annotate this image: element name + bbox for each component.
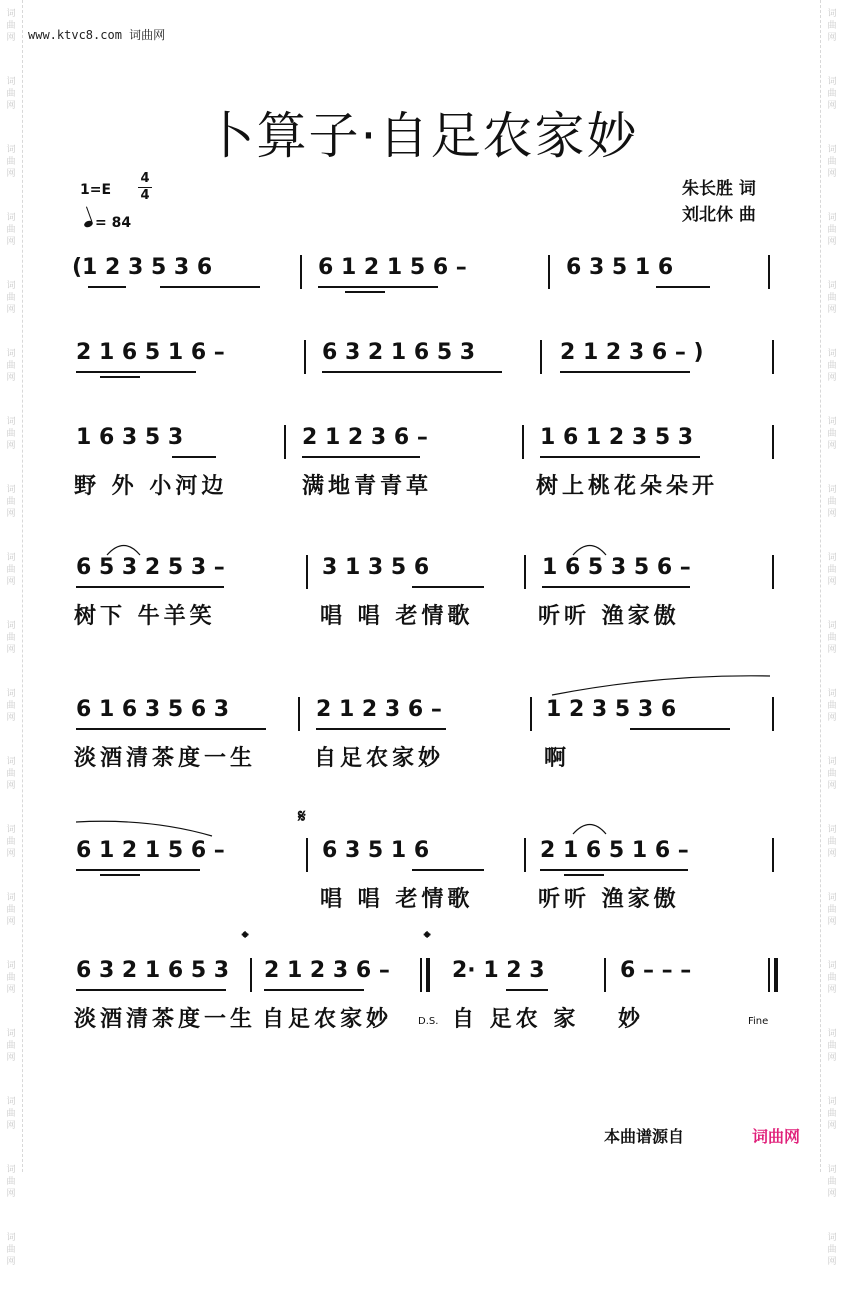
barline [530,697,532,731]
time-signature [138,172,152,203]
underline [318,286,438,288]
measure-notes: 2 1 2 3 6 – [264,958,390,983]
measure-notes: 6 1 2 1 5 6 – [76,838,225,863]
measure-notes: 2 1 2 3 6 – [302,425,428,450]
barline [772,697,774,731]
segno-sign: 𝄋 [298,806,306,827]
watermark-glyphs: 词 曲 网 [827,825,837,859]
lyric-line: 啊 [544,746,571,771]
barline [768,255,770,289]
underline [322,371,502,373]
underline [630,728,730,730]
watermark-glyphs: 词 曲 网 [6,485,16,519]
site-url[interactable]: www.ktvc8.com 词曲网 [28,28,166,42]
measure-notes: 2 1 6 5 1 6 – [76,340,225,365]
lyric-line: 淡酒清茶度一生 [74,746,257,771]
song-title: 卜算子·自足农家妙 [204,107,639,165]
double-barline [426,958,430,992]
underline [540,869,688,871]
underline [76,728,266,730]
watermark-glyphs: 词 曲 网 [827,1165,837,1199]
underline [506,989,548,991]
measure-notes: 1 6 1 2 3 5 3 [540,425,694,450]
watermark-glyphs: 词 曲 网 [827,145,837,179]
watermark-glyphs: 词 曲 网 [827,77,837,111]
barline [540,340,542,374]
underline [76,989,226,991]
barline [772,425,774,459]
watermark-glyphs: 词 曲 网 [6,1029,16,1063]
underline [76,586,224,588]
right-watermark [823,0,841,1267]
lyric-line: 野 外 小河边 [74,474,228,499]
watermark-glyphs: 词 曲 网 [827,485,837,519]
underline [412,869,484,871]
watermark-glyphs: 词 曲 网 [6,349,16,383]
measure-notes: 6 1 2 1 5 6 – [318,255,467,280]
measure-notes: 6 3 2 1 6 5 3 [76,958,230,983]
underline [302,456,420,458]
watermark-glyphs: 词 曲 网 [6,281,16,315]
underline [316,728,446,730]
lyricist-credit: 朱长胜 词 [682,179,756,199]
watermark-glyphs: 词 曲 网 [6,9,16,43]
lyric-line: 听听 渔家傲 [538,887,680,912]
watermark-glyphs: 词 曲 网 [827,417,837,451]
ds-mark: D.S. [418,1016,439,1027]
underline [412,586,484,588]
measure-notes: 1 2 3 5 3 6 [546,697,677,722]
lyric-line: 树下 牛羊笑 [74,604,216,629]
barline [250,958,252,992]
watermark-glyphs: 词 曲 网 [827,281,837,315]
watermark-glyphs: 词 曲 网 [6,213,16,247]
lyric-line: 唱 唱 老情歌 [320,887,474,912]
meter-top: 4 [140,171,150,186]
barline [300,255,302,289]
lyric-line: 自足农家妙 [314,746,445,771]
watermark-glyphs: 词 曲 网 [827,1029,837,1063]
coda-sign: 𝄌 [242,928,249,949]
measure-notes: 1 6 3 5 3 [76,425,184,450]
measure-notes: 6 3 5 1 6 [566,255,674,280]
underline [564,874,604,876]
watermark-glyphs: 词 曲 网 [6,961,16,995]
watermark-glyphs: 词 曲 网 [827,553,837,587]
measure-notes: 2 1 6 5 1 6 – [540,838,689,863]
barline [604,958,606,992]
measure-notes: 3 1 3 5 6 [322,555,430,580]
watermark-glyphs: 词 曲 网 [827,1097,837,1131]
barline [306,838,308,872]
meter-bottom: 4 [140,188,150,203]
underline [76,869,200,871]
watermark-glyphs: 词 曲 网 [6,1165,16,1199]
barline [524,555,526,589]
watermark-glyphs: 词 曲 网 [827,621,837,655]
watermark-glyphs: 词 曲 网 [6,757,16,791]
underline [345,291,385,293]
watermark-glyphs: 词 曲 网 [827,213,837,247]
watermark-glyphs: 词 曲 网 [827,893,837,927]
watermark-glyphs: 词 曲 网 [6,77,16,111]
final-barline [768,958,770,992]
lyric-line: 唱 唱 老情歌 [320,604,474,629]
underline [560,371,690,373]
barline [284,425,286,459]
final-barline [774,958,778,992]
composer-credit: 刘北休 曲 [682,205,756,225]
footer-source: 本曲谱源自 [604,1127,685,1146]
lyric-line: 听听 渔家傲 [538,604,680,629]
watermark-glyphs: 词 曲 网 [6,1097,16,1131]
measure-notes: (1 2 3 5 3 6 [72,255,213,280]
lyric-line: 树上桃花朵朵开 [536,474,719,499]
lyric-line: 满地青青草 [302,474,433,499]
measure-notes: 6 – – – [620,958,692,983]
barline [524,838,526,872]
underline [656,286,710,288]
watermark-glyphs: 词 曲 网 [6,893,16,927]
measure-notes: 6 1 6 3 5 6 3 [76,697,230,722]
measure-notes: 2 1 2 3 6 – [316,697,442,722]
lyric-line: 自足农家妙 [262,1007,393,1032]
underline [264,989,364,991]
right-border-line [820,0,821,1172]
quarter-note-icon [83,220,94,229]
watermark-glyphs: 词 曲 网 [6,1233,16,1267]
underline [172,456,216,458]
measure-notes: 6 5 3 2 5 3 – [76,555,225,580]
underline [100,874,140,876]
key-signature: 1=E [80,182,112,198]
watermark-glyphs: 词 曲 网 [6,621,16,655]
barline [772,838,774,872]
watermark-glyphs: 词 曲 网 [827,757,837,791]
measure-notes: 1 6 5 3 5 6 – [542,555,691,580]
watermark-glyphs: 词 曲 网 [6,825,16,859]
footer-brand[interactable]: 词曲网 [752,1127,801,1146]
measure-notes: 2 1 2 3 6 – ) [560,340,704,365]
tempo-value: = 84 [95,215,132,231]
watermark-glyphs: 词 曲 网 [827,1233,837,1267]
underline [100,376,140,378]
measure-notes: 2· 1 2 3 [452,958,545,983]
left-border-line [22,0,23,1172]
underline [542,586,690,588]
underline [540,456,700,458]
watermark-glyphs: 词 曲 网 [6,689,16,723]
watermark-glyphs: 词 曲 网 [827,9,837,43]
barline [306,555,308,589]
fine-mark: Fine [748,1016,769,1027]
barline [522,425,524,459]
watermark-glyphs: 词 曲 网 [827,349,837,383]
underline [160,286,260,288]
watermark-glyphs: 词 曲 网 [6,417,16,451]
measure-notes: 6 3 5 1 6 [322,838,430,863]
barline [772,555,774,589]
barline [772,340,774,374]
lyric-line: 妙 [618,1007,645,1032]
watermark-glyphs: 词 曲 网 [6,553,16,587]
barline [304,340,306,374]
left-watermark [2,0,20,1267]
watermark-glyphs: 词 曲 网 [827,689,837,723]
barline [298,697,300,731]
lyric-line: 淡酒清茶度一生 [74,1007,257,1032]
lyric-line: 自 足农 家 [452,1007,580,1032]
double-barline [420,958,422,992]
barline [548,255,550,289]
watermark-glyphs: 词 曲 网 [6,145,16,179]
tempo-mark [84,215,131,231]
underline [88,286,126,288]
underline [76,371,196,373]
coda-sign: 𝄌 [424,928,431,949]
watermark-glyphs: 词 曲 网 [827,961,837,995]
measure-notes: 6 3 2 1 6 5 3 [322,340,476,365]
